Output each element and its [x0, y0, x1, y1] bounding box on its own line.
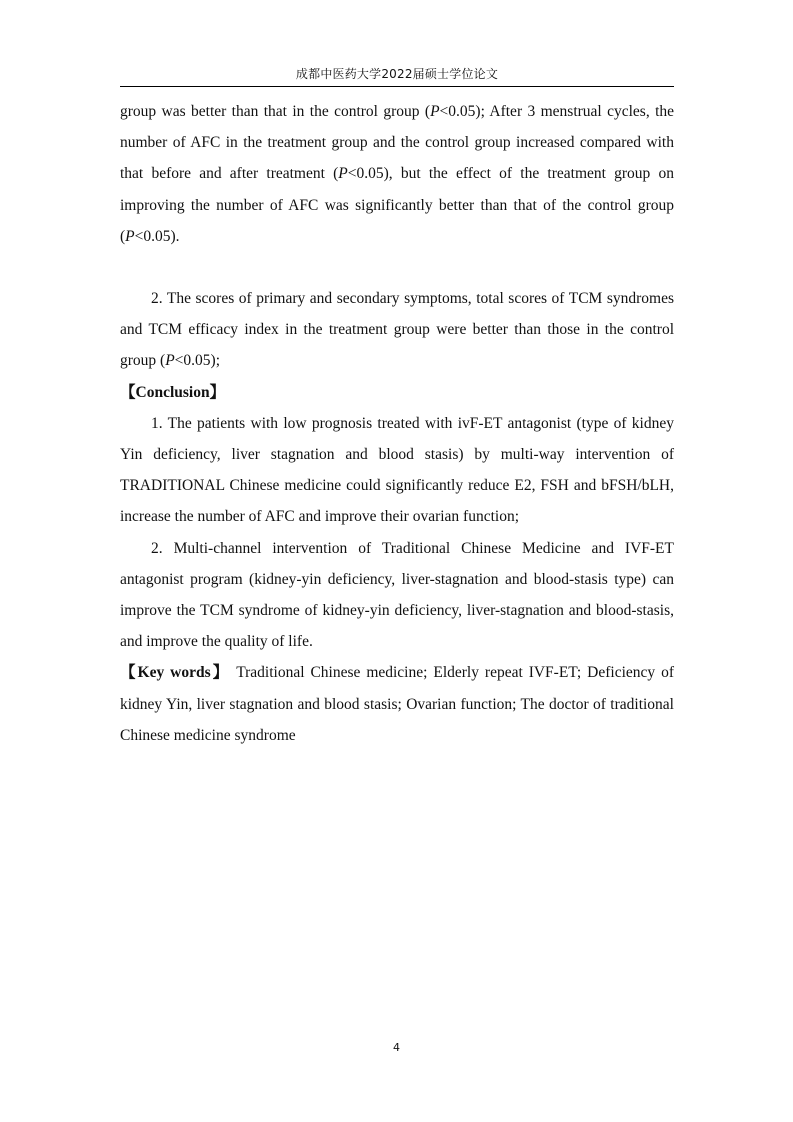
- keywords-text: Traditional Chinese medicine; Elderly repeat IVF-ET; Deficiency of kidney Yin, liver stagnation and blood stasis; Ovarian function; The doctor of traditional Chinese medicine syndrome: [120, 664, 674, 744]
- conclusion-item-2: 2. Multi-channel intervention of Traditional Chinese Medicine and IVF-ET antagonist program (kidney-yin deficiency, liver-stagnation and blood-stasis type) can improve the TCM syndrome of kidney-yin deficiency, liver-stagnation and blood-stasis, and improve the quality of life.: [120, 539, 674, 651]
- page-number: 4: [393, 1041, 400, 1054]
- keywords-paragraph: [120, 657, 674, 751]
- result-paragraph-1: group was better than that in the control group (P<0.05); After 3 menstrual cycles, the number of AFC in the treatment group and the control group increased compared with that before and after treatment (P<0.05), but the effect of the treatment group on improving the number of AFC was significantly better than that of the control group (P<0.05).: [120, 103, 675, 245]
- conclusion-item-1: 1. The patients with low prognosis treated with ivF-ET antagonist (type of kidney Yin deficiency, liver stagnation and blood stasis) by multi-way intervention of TRADITIONAL Chinese medicine could significantly reduce E2, FSH and bFSH/bLH, increase the number of AFC and improve their ovarian function;: [120, 414, 674, 526]
- running-header: 成都中医药大学2022届硕士学位论文: [295, 67, 499, 81]
- result-paragraph-2: 2. The scores of primary and secondary symptoms, total scores of TCM syndromes and TCM efficacy index in the treatment group were better than those in the control group (P<0.05);: [120, 290, 674, 370]
- abstract-body: [120, 96, 674, 751]
- keywords-label: 【Key words】: [120, 664, 231, 682]
- header-rule: [120, 86, 674, 87]
- conclusion-heading: 【Conclusion】: [120, 383, 226, 401]
- paragraph-gap: [120, 252, 674, 283]
